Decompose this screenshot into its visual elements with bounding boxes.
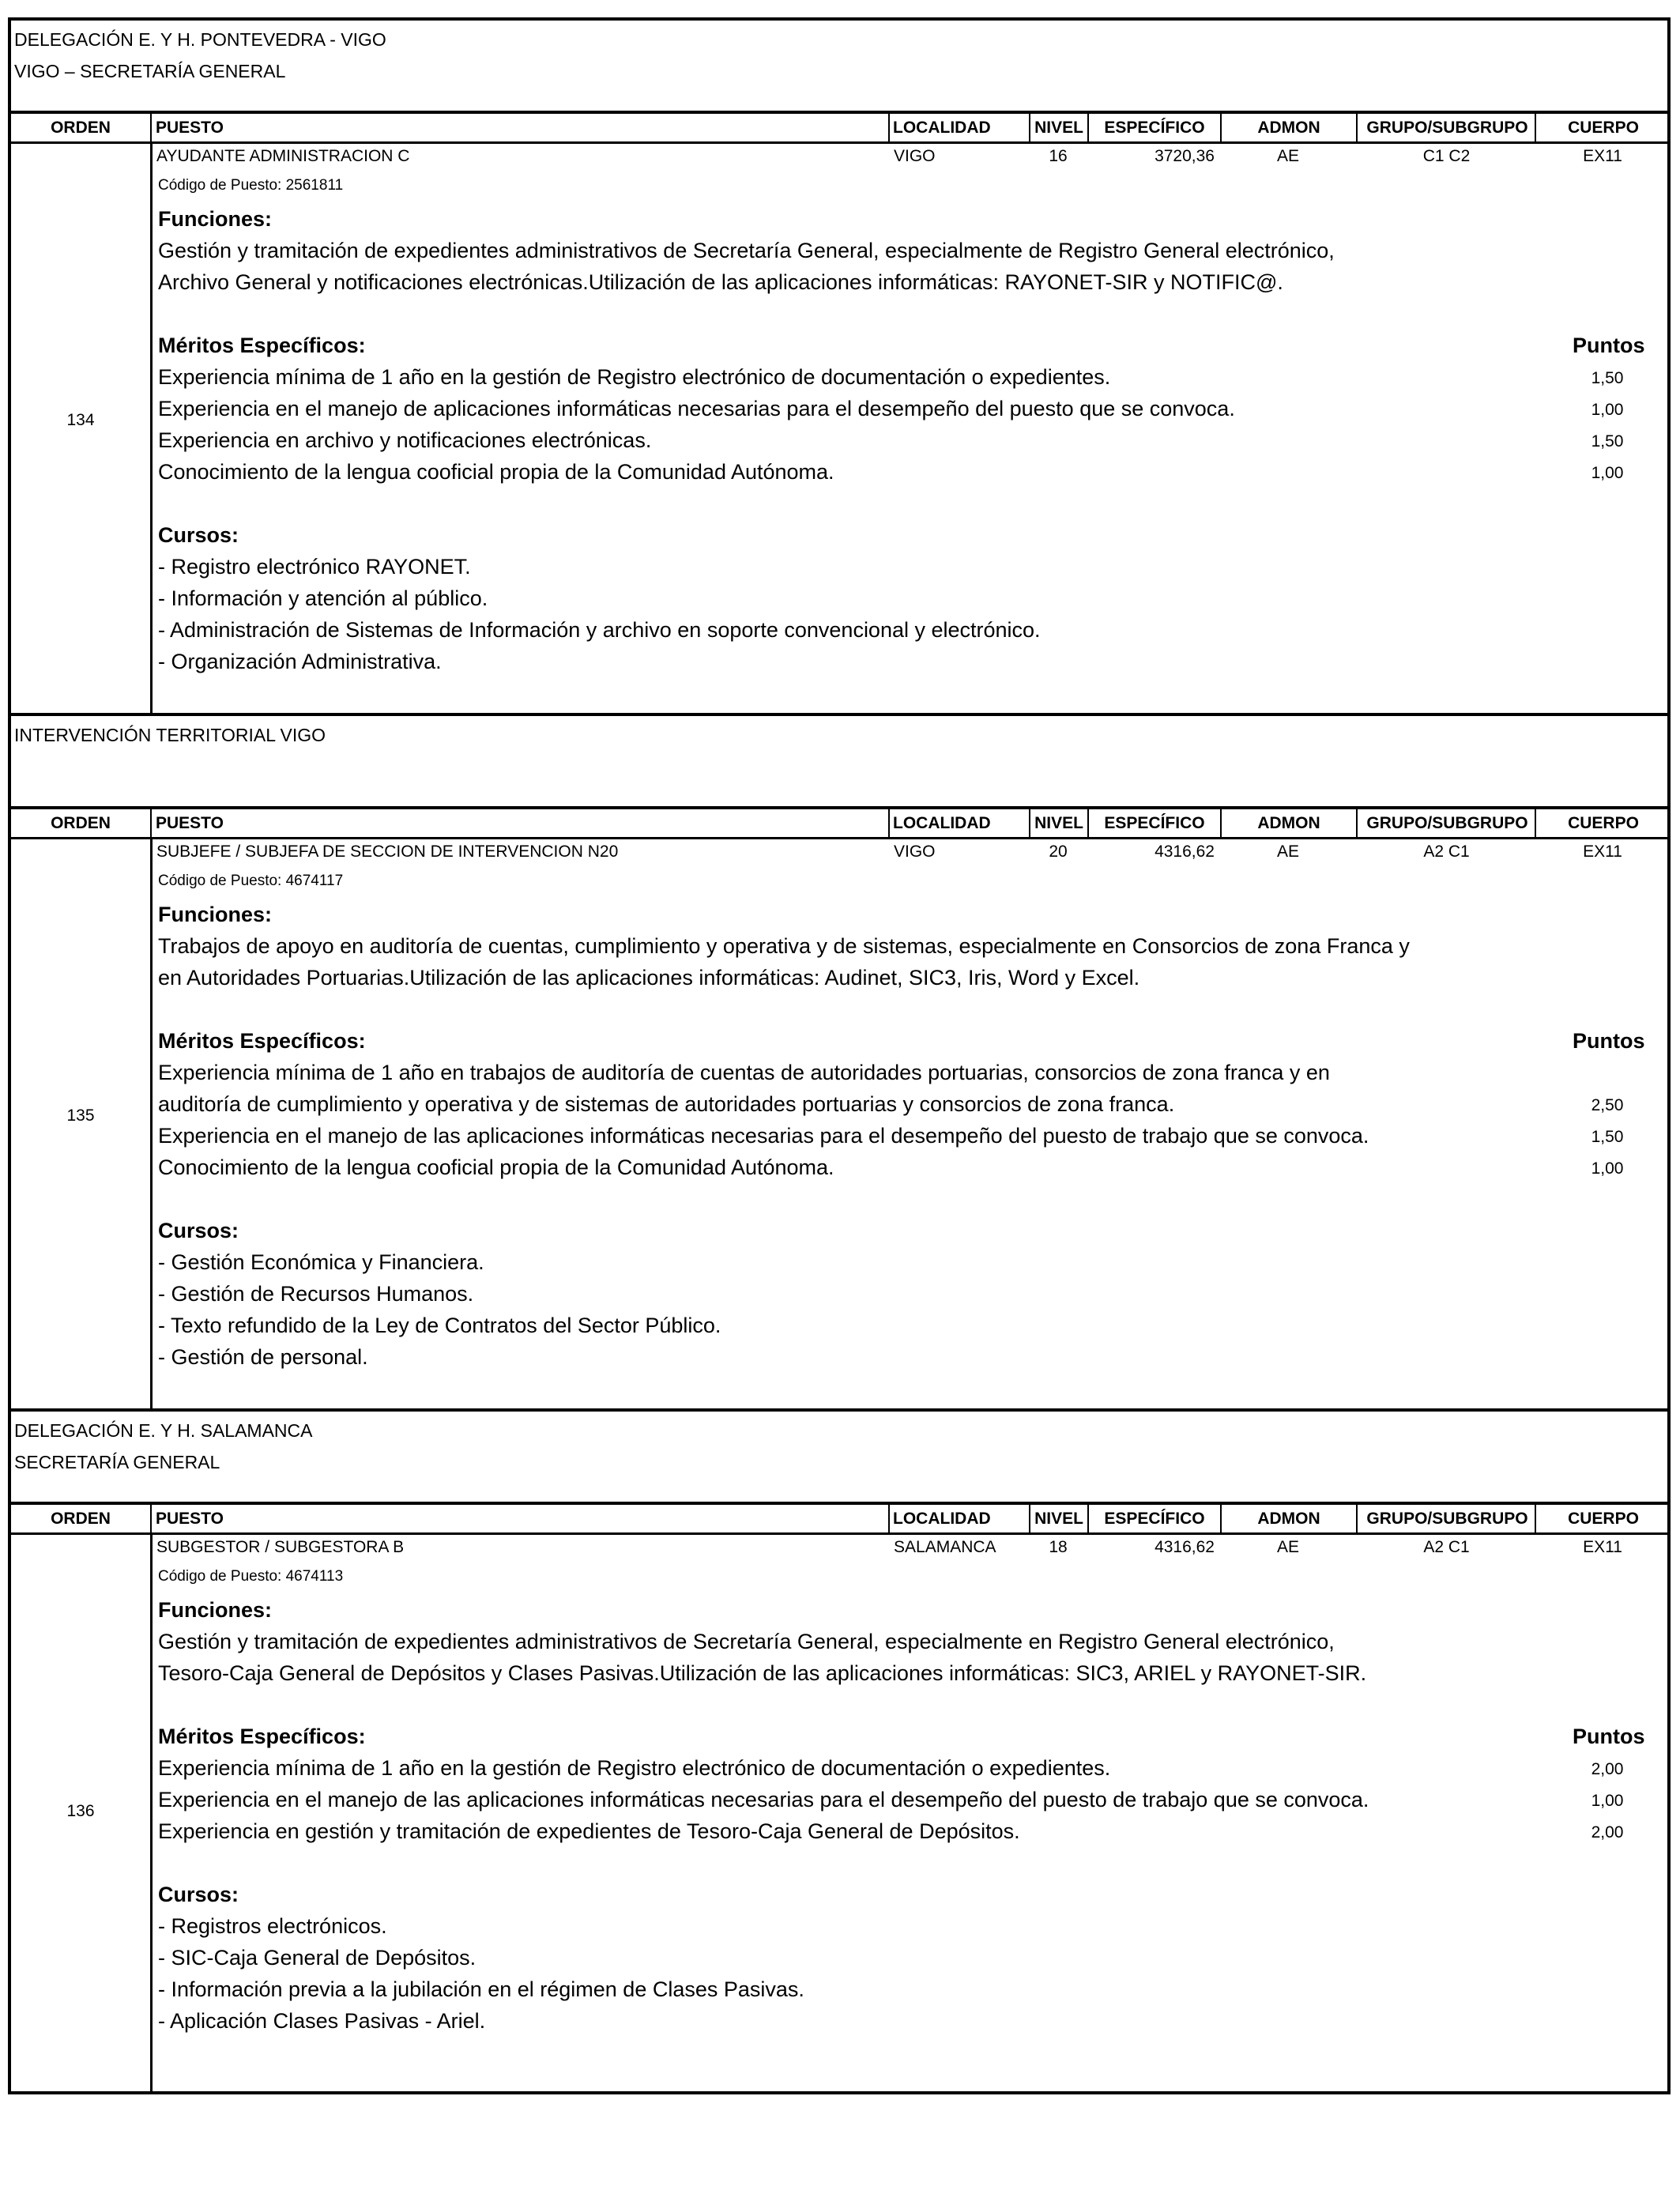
merito-puntos: 1,50 — [1591, 432, 1624, 450]
merito-puntos: 1,00 — [1591, 464, 1624, 482]
merito-puntos: 2,00 — [1591, 1760, 1624, 1778]
column-header-nivel: NIVEL — [1034, 119, 1083, 137]
job-localidad: VIGO — [894, 843, 936, 861]
merito-puntos: 2,50 — [1591, 1096, 1624, 1114]
column-divider — [1356, 114, 1358, 141]
column-divider — [1087, 114, 1089, 141]
job-body — [11, 839, 1667, 1408]
puntos-label: Puntos — [1573, 334, 1645, 357]
cursos-label: Cursos: — [158, 1219, 239, 1242]
codigo-puesto: Código de Puesto: 4674113 — [158, 1568, 344, 1585]
column-header-grupo: GRUPO/SUBGRUPO — [1366, 119, 1528, 137]
column-header-localidad: LOCALIDAD — [893, 119, 991, 137]
curso-line: - Información y atención al público. — [158, 586, 488, 610]
orden-number: 134 — [66, 411, 95, 429]
column-header-cuerpo: CUERPO — [1568, 119, 1639, 137]
merito-puntos: 1,00 — [1591, 401, 1624, 419]
funciones-label: Funciones: — [158, 1598, 273, 1622]
column-header-row — [11, 1505, 1667, 1535]
column-header-puesto: PUESTO — [156, 119, 224, 137]
job-body — [11, 144, 1667, 713]
column-divider — [1029, 809, 1030, 837]
heading-line: VIGO – SECRETARÍA GENERAL — [14, 61, 286, 81]
column-divider — [888, 114, 890, 141]
job-puesto: SUBJEFE / SUBJEFA DE SECCION DE INTERVENCION N20 — [156, 843, 619, 861]
merito-puntos: 1,00 — [1591, 1159, 1624, 1178]
cursos-label: Cursos: — [158, 1883, 239, 1906]
job-nivel: 20 — [1049, 843, 1068, 861]
section-heading — [11, 1412, 1667, 1505]
codigo-puesto: Código de Puesto: 4674117 — [158, 873, 344, 889]
job-puesto: AYUDANTE ADMINISTRACION C — [156, 147, 410, 165]
job-admon: AE — [1276, 147, 1299, 165]
funciones-line: Gestión y tramitación de expedientes administrativos de Secretaría General, especialmente de Registro General electrónico, — [158, 239, 1335, 262]
merito-puntos: 1,50 — [1591, 1128, 1624, 1146]
column-divider — [1220, 114, 1222, 141]
job-grupo: A2 C1 — [1423, 1538, 1470, 1556]
column-header-especifico: ESPECÍFICO — [1104, 814, 1205, 832]
merito-line: Experiencia mínima de 1 año en trabajos de auditoría de cuentas de autoridades portuarias, consorcios de zona franca y en — [158, 1061, 1330, 1084]
column-header-cuerpo: CUERPO — [1568, 1510, 1639, 1528]
column-divider — [150, 114, 152, 141]
job-especifico: 4316,62 — [1155, 1538, 1215, 1556]
merito-puntos: 1,00 — [1591, 1792, 1624, 1810]
document — [8, 17, 1671, 2094]
meritos-label: Méritos Específicos: — [158, 334, 366, 357]
column-divider — [150, 809, 152, 837]
merito-line: Conocimiento de la lengua cooficial propia de la Comunidad Autónoma. — [158, 1155, 834, 1179]
job-body — [11, 1535, 1667, 2091]
funciones-line: Gestión y tramitación de expedientes administrativos de Secretaría General, especialmente en Registro General electrónico, — [158, 1630, 1335, 1653]
job-cuerpo: EX11 — [1583, 843, 1622, 861]
merito-line: Experiencia en archivo y notificaciones electrónicas. — [158, 428, 652, 452]
column-header-especifico: ESPECÍFICO — [1104, 1510, 1205, 1528]
cursos-label: Cursos: — [158, 523, 239, 547]
job-cuerpo: EX11 — [1583, 147, 1622, 165]
section-heading — [11, 21, 1667, 114]
merito-line: Experiencia en gestión y tramitación de expedientes de Tesoro-Caja General de Depósitos. — [158, 1819, 1020, 1843]
column-divider — [1220, 809, 1222, 837]
heading-line: DELEGACIÓN E. Y H. PONTEVEDRA - VIGO — [14, 29, 386, 50]
curso-line: - Registros electrónicos. — [158, 1914, 387, 1938]
column-divider — [1029, 1505, 1030, 1532]
orden-number: 136 — [66, 1802, 95, 1820]
puntos-label: Puntos — [1573, 1029, 1645, 1053]
job-nivel: 16 — [1049, 147, 1068, 165]
column-header-nivel: NIVEL — [1034, 1510, 1083, 1528]
job-localidad: VIGO — [894, 147, 936, 165]
column-header-row — [11, 809, 1667, 839]
heading-line: INTERVENCIÓN TERRITORIAL VIGO — [14, 725, 326, 745]
curso-line: - Texto refundido de la Ley de Contratos del Sector Público. — [158, 1314, 721, 1337]
curso-line: - Registro electrónico RAYONET. — [158, 555, 471, 579]
curso-line: - Información previa a la jubilación en el régimen de Clases Pasivas. — [158, 1977, 804, 2001]
job-cuerpo: EX11 — [1583, 1538, 1622, 1556]
column-divider — [1220, 1505, 1222, 1532]
column-header-puesto: PUESTO — [156, 814, 224, 832]
funciones-line: Tesoro-Caja General de Depósitos y Clases Pasivas.Utilización de las aplicaciones informáticas: SIC3, ARIEL y RAYONET-SIR. — [158, 1661, 1367, 1685]
merito-line: Experiencia en el manejo de las aplicaciones informáticas necesarias para el desempeño del puesto de trabajo que se convoca. — [158, 1788, 1369, 1811]
column-divider — [150, 1505, 152, 1532]
section-heading — [11, 716, 1667, 809]
column-divider — [1535, 1505, 1536, 1532]
column-divider — [1087, 1505, 1089, 1532]
job-especifico: 4316,62 — [1155, 843, 1215, 861]
column-header-orden: ORDEN — [51, 814, 111, 832]
job-admon: AE — [1276, 843, 1299, 861]
curso-line: - Administración de Sistemas de Información y archivo en soporte convencional y electrónico. — [158, 618, 1041, 642]
merito-line: Experiencia en el manejo de aplicaciones informáticas necesarias para el desempeño del puesto que se convoca. — [158, 397, 1235, 420]
meritos-label: Méritos Específicos: — [158, 1029, 366, 1053]
job-grupo: A2 C1 — [1423, 843, 1470, 861]
funciones-label: Funciones: — [158, 903, 273, 926]
job-section — [8, 17, 1671, 713]
column-header-cuerpo: CUERPO — [1568, 814, 1639, 832]
column-header-grupo: GRUPO/SUBGRUPO — [1366, 814, 1528, 832]
job-puesto: SUBGESTOR / SUBGESTORA B — [156, 1538, 405, 1556]
column-header-row — [11, 114, 1667, 144]
column-divider — [1535, 114, 1536, 141]
curso-line: - Aplicación Clases Pasivas - Ariel. — [158, 2009, 486, 2033]
column-header-localidad: LOCALIDAD — [893, 1510, 991, 1528]
merito-puntos: 1,50 — [1591, 369, 1624, 387]
funciones-line: Trabajos de apoyo en auditoría de cuentas, cumplimiento y operativa y de sistemas, especialmente en Consorcios de zona Franca y — [158, 934, 1410, 958]
curso-line: - Gestión de Recursos Humanos. — [158, 1282, 474, 1306]
column-header-localidad: LOCALIDAD — [893, 814, 991, 832]
heading-line: SECRETARÍA GENERAL — [14, 1452, 220, 1472]
job-admon: AE — [1276, 1538, 1299, 1556]
codigo-puesto: Código de Puesto: 2561811 — [158, 177, 344, 194]
column-header-admon: ADMON — [1257, 1510, 1320, 1528]
puntos-label: Puntos — [1573, 1725, 1645, 1748]
column-header-orden: ORDEN — [51, 119, 111, 137]
column-divider — [1087, 809, 1089, 837]
curso-line: - Gestión Económica y Financiera. — [158, 1250, 484, 1274]
job-especifico: 3720,36 — [1155, 147, 1215, 165]
merito-puntos: 2,00 — [1591, 1823, 1624, 1842]
merito-line: auditoría de cumplimiento y operativa y de sistemas de autoridades portuarias y consorcios de zona franca. — [158, 1092, 1175, 1116]
job-section — [8, 1408, 1671, 2094]
curso-line: - Organización Administrativa. — [158, 650, 442, 673]
curso-line: - Gestión de personal. — [158, 1345, 368, 1369]
column-divider — [1356, 809, 1358, 837]
column-header-puesto: PUESTO — [156, 1510, 224, 1528]
column-divider — [888, 1505, 890, 1532]
column-divider — [1029, 114, 1030, 141]
merito-line: Experiencia en el manejo de las aplicaciones informáticas necesarias para el desempeño del puesto de trabajo que se convoca. — [158, 1124, 1369, 1148]
curso-line: - SIC-Caja General de Depósitos. — [158, 1946, 477, 1970]
merito-line: Conocimiento de la lengua cooficial propia de la Comunidad Autónoma. — [158, 460, 834, 484]
orden-number: 135 — [66, 1106, 95, 1125]
job-grupo: C1 C2 — [1422, 147, 1471, 165]
column-header-grupo: GRUPO/SUBGRUPO — [1366, 1510, 1528, 1528]
job-section — [8, 713, 1671, 1408]
column-header-admon: ADMON — [1257, 119, 1320, 137]
funciones-line: Archivo General y notificaciones electrónicas.Utilización de las aplicaciones informáticas: RAYONET-SIR y NOTIFIC@. — [158, 270, 1283, 294]
funciones-label: Funciones: — [158, 207, 273, 231]
column-divider — [1535, 809, 1536, 837]
funciones-line: en Autoridades Portuarias.Utilización de las aplicaciones informáticas: Audinet, SIC3, Iris, Word y Excel. — [158, 966, 1140, 990]
column-divider — [1356, 1505, 1358, 1532]
column-header-especifico: ESPECÍFICO — [1104, 119, 1205, 137]
meritos-label: Méritos Específicos: — [158, 1725, 366, 1748]
column-header-orden: ORDEN — [51, 1510, 111, 1528]
job-localidad: SALAMANCA — [894, 1538, 996, 1556]
job-nivel: 18 — [1049, 1538, 1068, 1556]
column-header-nivel: NIVEL — [1034, 814, 1083, 832]
merito-line: Experiencia mínima de 1 año en la gestión de Registro electrónico de documentación o expedientes. — [158, 365, 1111, 389]
heading-line: DELEGACIÓN E. Y H. SALAMANCA — [14, 1420, 313, 1441]
column-header-admon: ADMON — [1257, 814, 1320, 832]
merito-line: Experiencia mínima de 1 año en la gestión de Registro electrónico de documentación o expedientes. — [158, 1756, 1111, 1780]
column-divider — [888, 809, 890, 837]
